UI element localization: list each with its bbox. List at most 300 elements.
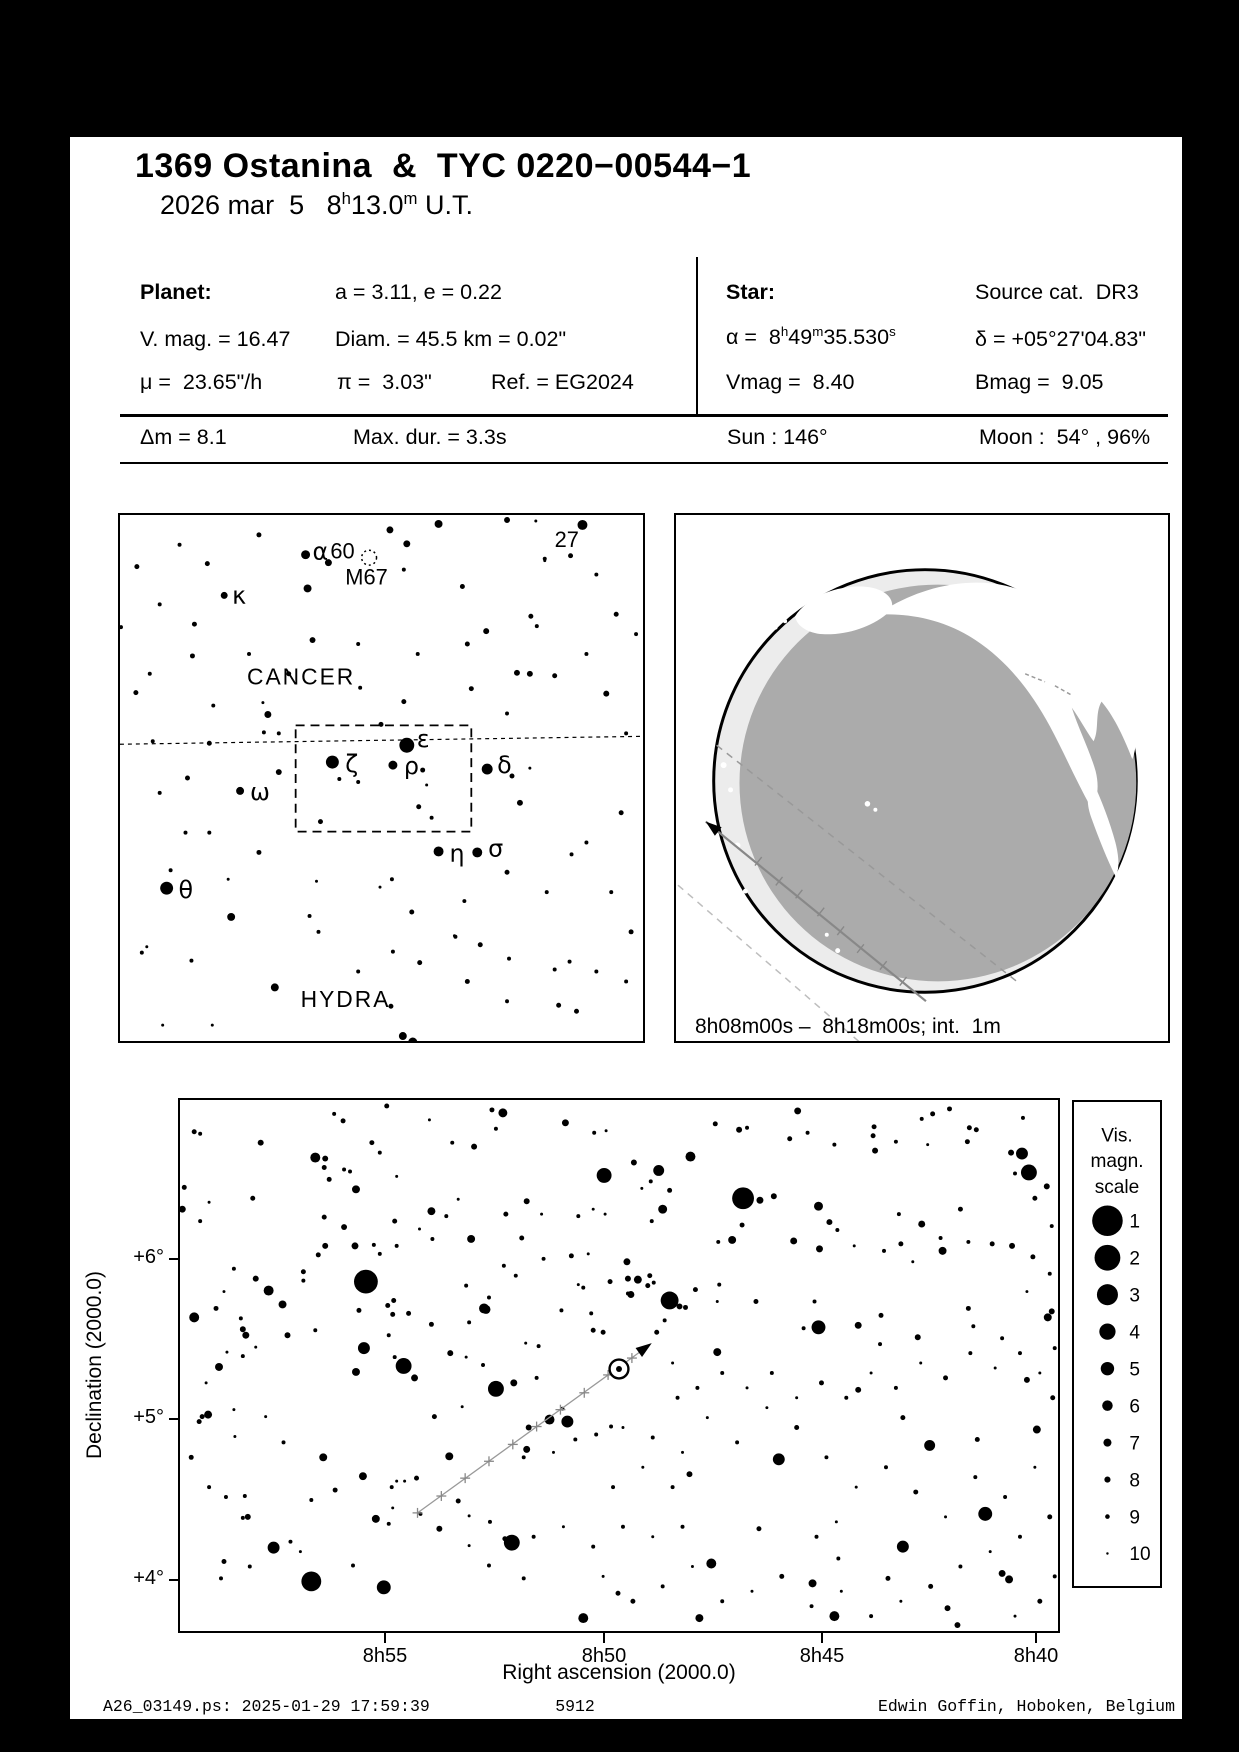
star bbox=[624, 979, 628, 983]
star bbox=[562, 1525, 565, 1528]
star bbox=[505, 870, 510, 875]
star bbox=[378, 1252, 382, 1256]
star bbox=[978, 1507, 992, 1521]
star bbox=[1049, 1308, 1055, 1314]
legend-mag-label: 8 bbox=[1129, 1470, 1141, 1492]
star bbox=[178, 543, 182, 547]
star bbox=[450, 1141, 454, 1145]
star-source-catalog: Source cat. DR3 bbox=[975, 280, 1139, 304]
star bbox=[732, 1187, 754, 1209]
magnitude-legend bbox=[1072, 1100, 1162, 1588]
star bbox=[939, 1236, 943, 1240]
star bbox=[319, 1453, 327, 1461]
star bbox=[1050, 1224, 1054, 1228]
star bbox=[650, 1219, 654, 1223]
star bbox=[372, 1243, 376, 1247]
star bbox=[835, 1228, 839, 1232]
star bbox=[537, 1344, 541, 1348]
star bbox=[420, 768, 425, 773]
star bbox=[1038, 1371, 1041, 1374]
star bbox=[592, 1208, 595, 1211]
star bbox=[326, 756, 339, 769]
star bbox=[693, 1287, 698, 1292]
star bbox=[918, 1221, 925, 1228]
map-label: ρ bbox=[403, 752, 419, 781]
y-axis-title: Declination (2000.0) bbox=[83, 1271, 106, 1459]
star bbox=[928, 1584, 933, 1589]
star bbox=[736, 1127, 742, 1133]
star bbox=[930, 1111, 935, 1116]
star bbox=[597, 1168, 612, 1183]
star bbox=[594, 573, 598, 577]
legend-star-sample bbox=[1095, 1245, 1121, 1271]
star bbox=[855, 1486, 858, 1489]
planet-diameter: Diam. = 45.5 km = 0.02" bbox=[335, 327, 567, 351]
star bbox=[677, 1303, 683, 1309]
star bbox=[601, 1330, 606, 1335]
star bbox=[184, 831, 188, 835]
star bbox=[810, 1604, 814, 1608]
star bbox=[225, 1351, 228, 1354]
star bbox=[471, 1144, 477, 1150]
star bbox=[528, 767, 531, 770]
star bbox=[695, 1386, 699, 1390]
star bbox=[954, 1622, 960, 1628]
star bbox=[809, 1579, 817, 1587]
legend-star-sample bbox=[1092, 1205, 1123, 1236]
star bbox=[465, 642, 470, 647]
star bbox=[254, 1346, 257, 1349]
legend-mag-label: 4 bbox=[1129, 1322, 1141, 1344]
star bbox=[444, 1214, 448, 1218]
star bbox=[1014, 1615, 1017, 1618]
star bbox=[870, 1371, 873, 1374]
star bbox=[224, 1495, 228, 1499]
star bbox=[634, 1276, 642, 1284]
page-title: 1369 Ostanina & TYC 0220−00544−1 bbox=[135, 147, 752, 185]
star bbox=[318, 819, 323, 824]
star bbox=[794, 1107, 801, 1114]
star bbox=[897, 1212, 901, 1216]
star bbox=[487, 1564, 491, 1568]
legend-star-sample bbox=[1106, 1552, 1108, 1554]
legend-mag-label: 6 bbox=[1129, 1396, 1141, 1418]
star bbox=[924, 1440, 935, 1451]
star bbox=[676, 1396, 680, 1400]
star bbox=[316, 1252, 321, 1257]
star bbox=[377, 1580, 391, 1594]
star bbox=[395, 1175, 398, 1178]
star bbox=[288, 1540, 292, 1544]
star-bmag: Bmag = 9.05 bbox=[975, 370, 1104, 394]
star bbox=[581, 1286, 585, 1290]
star bbox=[264, 1415, 267, 1418]
star bbox=[523, 1446, 530, 1453]
star bbox=[706, 1416, 709, 1419]
star bbox=[301, 1269, 306, 1274]
star bbox=[661, 1292, 679, 1310]
star bbox=[494, 1127, 498, 1131]
x-tick-label: 8h45 bbox=[799, 1645, 845, 1667]
star bbox=[505, 999, 509, 1003]
star bbox=[624, 731, 628, 735]
star bbox=[619, 810, 624, 815]
star bbox=[745, 1126, 749, 1130]
star bbox=[765, 1406, 768, 1409]
star bbox=[717, 1283, 721, 1287]
star bbox=[402, 568, 406, 572]
m67-cluster-circle bbox=[362, 550, 377, 565]
star bbox=[720, 1371, 724, 1375]
star bbox=[190, 653, 195, 658]
star bbox=[773, 1453, 785, 1465]
star bbox=[770, 1371, 774, 1375]
star bbox=[1044, 1183, 1050, 1189]
map-label: α bbox=[312, 537, 329, 566]
star bbox=[915, 1334, 921, 1340]
star bbox=[1030, 1254, 1035, 1259]
footer-pagenum: 5912 bbox=[555, 1697, 595, 1716]
island bbox=[721, 762, 727, 768]
star bbox=[802, 1326, 806, 1330]
star bbox=[974, 1127, 979, 1132]
star bbox=[391, 950, 395, 954]
star bbox=[158, 602, 162, 606]
map-label: θ bbox=[178, 876, 194, 905]
star bbox=[604, 1213, 607, 1216]
star bbox=[716, 1300, 719, 1303]
star bbox=[369, 1140, 374, 1145]
star bbox=[819, 1380, 824, 1385]
star bbox=[436, 1526, 442, 1532]
star bbox=[416, 804, 421, 809]
star bbox=[399, 1032, 407, 1040]
star bbox=[392, 1219, 397, 1224]
star bbox=[430, 1237, 434, 1241]
star bbox=[356, 642, 360, 646]
x-tick-mark bbox=[1035, 1633, 1037, 1643]
star bbox=[386, 526, 393, 533]
section-divider bbox=[696, 257, 698, 414]
star bbox=[391, 1298, 396, 1303]
star bbox=[524, 1198, 530, 1204]
star bbox=[233, 1435, 236, 1438]
map-label: ε bbox=[416, 725, 430, 754]
summary-moon: Moon : 54° , 96% bbox=[979, 425, 1151, 449]
island bbox=[728, 787, 733, 792]
star bbox=[207, 741, 212, 746]
star bbox=[609, 1425, 613, 1429]
star bbox=[401, 699, 406, 704]
star bbox=[1050, 1395, 1055, 1400]
star bbox=[372, 1515, 380, 1523]
star bbox=[631, 1160, 637, 1166]
star bbox=[559, 1308, 563, 1312]
star bbox=[1021, 1165, 1037, 1181]
x-tick-mark bbox=[603, 1633, 605, 1643]
island bbox=[835, 948, 840, 953]
star bbox=[359, 1472, 367, 1480]
star bbox=[878, 1342, 882, 1346]
map-label: 60 bbox=[330, 538, 355, 564]
star bbox=[395, 1244, 399, 1248]
legend-star-sample bbox=[1103, 1439, 1111, 1447]
star bbox=[756, 1526, 761, 1531]
star bbox=[813, 1299, 817, 1303]
star bbox=[464, 1284, 468, 1288]
y-tick-mark bbox=[169, 1258, 178, 1260]
star bbox=[826, 1219, 832, 1225]
star bbox=[897, 1541, 909, 1553]
star bbox=[605, 1129, 608, 1132]
star bbox=[352, 1368, 360, 1376]
star bbox=[552, 673, 557, 678]
star bbox=[245, 1514, 251, 1520]
planet-parallax: π = 3.03" bbox=[337, 370, 432, 394]
star bbox=[556, 1003, 561, 1008]
star bbox=[241, 1516, 245, 1520]
star bbox=[706, 1559, 716, 1569]
star bbox=[920, 1117, 924, 1121]
star bbox=[322, 1165, 327, 1170]
star bbox=[456, 1498, 461, 1503]
star bbox=[241, 1354, 245, 1358]
star bbox=[243, 1494, 247, 1498]
star bbox=[207, 831, 211, 835]
star bbox=[387, 1522, 391, 1526]
star bbox=[1021, 1116, 1025, 1120]
star bbox=[884, 1465, 888, 1469]
star bbox=[356, 780, 360, 784]
x-tick-mark bbox=[384, 1633, 386, 1643]
star bbox=[205, 1381, 208, 1384]
star bbox=[663, 1318, 667, 1322]
star bbox=[869, 1614, 873, 1618]
star bbox=[911, 1260, 914, 1263]
map-label: HYDRA bbox=[300, 986, 391, 1013]
star bbox=[1008, 1150, 1014, 1156]
star bbox=[434, 846, 444, 856]
star bbox=[658, 1205, 667, 1214]
star bbox=[396, 1358, 412, 1374]
star bbox=[589, 1311, 593, 1315]
star bbox=[894, 1140, 898, 1144]
star bbox=[425, 783, 428, 786]
star bbox=[971, 1324, 975, 1328]
star bbox=[428, 1118, 431, 1121]
star bbox=[667, 1188, 672, 1193]
star bbox=[1000, 1336, 1004, 1340]
star bbox=[262, 730, 266, 734]
star bbox=[824, 1455, 828, 1459]
legend-mag-label: 7 bbox=[1129, 1433, 1141, 1455]
y-tick-mark bbox=[169, 1579, 178, 1581]
map-label: 27 bbox=[554, 526, 579, 552]
star bbox=[1033, 1466, 1036, 1469]
map-label: ω bbox=[250, 777, 270, 806]
star bbox=[488, 1520, 492, 1524]
star bbox=[313, 1328, 317, 1332]
star bbox=[958, 1565, 962, 1569]
star bbox=[574, 1009, 579, 1014]
star bbox=[795, 1396, 798, 1399]
star bbox=[205, 561, 210, 566]
star bbox=[465, 1356, 468, 1359]
star bbox=[816, 1245, 823, 1252]
star bbox=[832, 1143, 836, 1147]
star bbox=[285, 1332, 291, 1338]
map-label: M67 bbox=[345, 564, 388, 590]
star bbox=[301, 1571, 321, 1591]
star bbox=[720, 1599, 724, 1603]
star bbox=[535, 624, 539, 628]
legend-mag-label: 1 bbox=[1129, 1211, 1141, 1233]
star bbox=[192, 1129, 197, 1134]
star bbox=[1048, 1272, 1052, 1276]
star bbox=[1053, 1574, 1057, 1578]
star bbox=[814, 1202, 823, 1211]
star bbox=[207, 1485, 211, 1489]
legend-mag-label: 5 bbox=[1129, 1359, 1141, 1381]
star bbox=[483, 628, 489, 634]
star bbox=[871, 1133, 876, 1138]
star bbox=[756, 1197, 763, 1204]
legend-mag-label: 9 bbox=[1129, 1507, 1141, 1529]
star bbox=[840, 1590, 843, 1593]
island bbox=[773, 625, 778, 630]
star bbox=[388, 761, 397, 770]
star bbox=[573, 1437, 577, 1441]
star bbox=[161, 1024, 164, 1027]
star bbox=[416, 652, 420, 656]
star bbox=[460, 584, 465, 589]
star bbox=[488, 1381, 504, 1397]
star bbox=[301, 1279, 305, 1283]
legend-mag-label: 2 bbox=[1129, 1248, 1141, 1270]
star bbox=[577, 1283, 580, 1286]
star bbox=[645, 1283, 650, 1288]
star bbox=[258, 1140, 264, 1146]
legend-mag-label: 3 bbox=[1129, 1285, 1141, 1307]
island bbox=[761, 633, 765, 637]
star bbox=[358, 1342, 370, 1354]
star bbox=[391, 1506, 394, 1509]
star bbox=[535, 1376, 539, 1380]
star bbox=[898, 1241, 903, 1246]
star bbox=[568, 553, 573, 558]
star bbox=[1037, 1599, 1042, 1604]
star bbox=[519, 1235, 524, 1240]
star bbox=[771, 1193, 777, 1199]
star bbox=[592, 1131, 596, 1135]
star bbox=[487, 1296, 491, 1300]
star bbox=[1025, 1290, 1028, 1293]
star bbox=[994, 1366, 997, 1369]
star bbox=[279, 1300, 287, 1308]
star bbox=[276, 769, 282, 775]
star bbox=[308, 914, 312, 918]
star-ra: α = 8$^h$49$^m$35.530$^s$ bbox=[726, 324, 896, 350]
legend-star-sample bbox=[1102, 1400, 1113, 1411]
star bbox=[352, 1242, 359, 1249]
star bbox=[835, 1520, 838, 1523]
star bbox=[264, 1286, 274, 1296]
star bbox=[342, 1167, 346, 1171]
star bbox=[447, 1350, 453, 1356]
star bbox=[815, 1535, 819, 1539]
island bbox=[783, 619, 787, 623]
star bbox=[685, 1152, 695, 1162]
star bbox=[608, 1279, 613, 1284]
star bbox=[240, 1326, 246, 1332]
star bbox=[390, 877, 394, 881]
star bbox=[341, 1118, 346, 1123]
star bbox=[614, 612, 619, 617]
star bbox=[746, 1386, 749, 1389]
star bbox=[855, 1322, 862, 1329]
star bbox=[695, 1614, 703, 1622]
star bbox=[540, 1213, 543, 1216]
star bbox=[304, 584, 312, 592]
star bbox=[457, 1198, 460, 1201]
star bbox=[630, 1599, 635, 1604]
star bbox=[653, 1165, 664, 1176]
star bbox=[390, 1312, 395, 1317]
star bbox=[179, 1206, 186, 1213]
star bbox=[200, 1414, 205, 1419]
star bbox=[502, 1264, 506, 1268]
star bbox=[169, 868, 173, 872]
star bbox=[158, 791, 162, 795]
star bbox=[316, 930, 320, 934]
star bbox=[629, 929, 634, 934]
star bbox=[250, 1196, 255, 1201]
star bbox=[145, 945, 148, 948]
footer-filename: A26_03149.ps: 2025-01-29 17:59:39 bbox=[103, 1697, 430, 1716]
star bbox=[282, 1440, 286, 1444]
star bbox=[204, 1411, 212, 1419]
star bbox=[322, 1215, 327, 1220]
star bbox=[681, 1525, 685, 1529]
star bbox=[640, 1187, 643, 1190]
star bbox=[591, 1545, 595, 1549]
star bbox=[527, 671, 533, 677]
star bbox=[151, 739, 155, 743]
star bbox=[221, 1559, 226, 1564]
star bbox=[403, 1480, 406, 1483]
star bbox=[966, 1240, 970, 1244]
star bbox=[478, 942, 483, 947]
star bbox=[189, 1312, 199, 1322]
star bbox=[354, 1270, 378, 1294]
star bbox=[148, 672, 152, 676]
star bbox=[387, 1333, 391, 1337]
star bbox=[779, 1574, 784, 1579]
star bbox=[625, 1276, 631, 1282]
map-label: σ bbox=[488, 834, 504, 863]
planet-vmag: V. mag. = 16.47 bbox=[140, 327, 291, 351]
star bbox=[654, 1330, 659, 1335]
star bbox=[806, 1131, 810, 1135]
wide-star-field bbox=[119, 517, 638, 1043]
planet-ref: Ref. = EG2024 bbox=[491, 370, 634, 394]
legend-mag-label: 10 bbox=[1129, 1544, 1151, 1566]
star bbox=[198, 1132, 202, 1136]
star bbox=[626, 1292, 630, 1296]
legend-title: magn. bbox=[1090, 1151, 1144, 1173]
star bbox=[232, 1408, 235, 1411]
star bbox=[661, 1584, 665, 1588]
